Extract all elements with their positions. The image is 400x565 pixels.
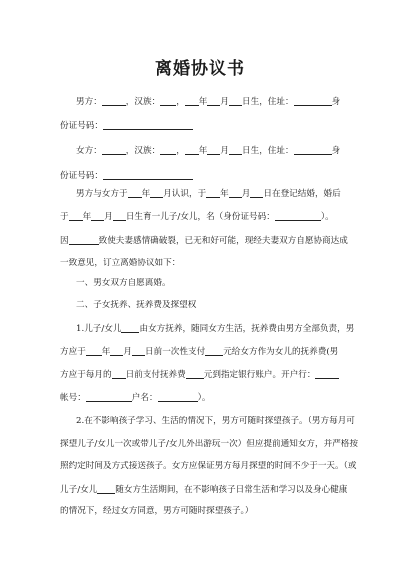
line-text: 月: [220, 146, 230, 156]
fill-in-blank: [294, 96, 332, 106]
fill-in-blank: [102, 96, 126, 106]
visitation-line-2: [60, 439, 360, 450]
line-text: 元给女方作为女儿的抚养费(男: [223, 347, 339, 357]
fill-in-blank: [103, 120, 193, 130]
fill-in-blank: [86, 346, 102, 356]
line-text: 男方：: [76, 97, 102, 107]
line-text: 年: [101, 347, 111, 357]
line-text: ）。: [197, 393, 211, 403]
visitation-line-5: [60, 506, 360, 517]
line-text: 身: [331, 97, 341, 107]
fill-in-blank: [103, 170, 193, 180]
line-text: ，: [176, 146, 185, 156]
account-line: [60, 392, 360, 404]
line-text: 日生，住址：: [242, 146, 294, 156]
fill-in-blank: [102, 145, 126, 155]
fill-in-blank: [110, 346, 123, 356]
visitation-line-3: [60, 461, 360, 472]
line-text: 的情况下，经过女方同意，男方可随时探望孩子。）: [60, 506, 254, 516]
line-text: 二、子女抚养、抚养费及探望权: [76, 300, 197, 310]
fill-in-blank: [275, 211, 321, 221]
line-text: 女方：: [76, 146, 102, 156]
fill-in-blank: [185, 145, 199, 155]
fill-in-blank: [158, 392, 198, 402]
fill-in-blank: [91, 211, 104, 221]
line-text: 1.儿子/女儿: [76, 324, 122, 334]
line-text: 2.在不影响孩子学习、生活的情况下，男方可随时探望孩子。（男方每月可: [76, 416, 355, 426]
marriage-paragraph-line-1: [76, 188, 360, 200]
fill-in-blank: [186, 369, 204, 379]
fill-in-blank: [128, 188, 142, 198]
fill-in-blank: [69, 211, 83, 221]
custody-line-2: [60, 346, 360, 358]
line-text: ）。: [320, 212, 334, 222]
female-party-line: [76, 145, 360, 157]
line-text: 日生，住址：: [242, 97, 294, 107]
document-title: 离婚协议书: [155, 59, 245, 79]
line-text: 方应于每月的: [60, 370, 112, 380]
line-text: 年: [198, 146, 208, 156]
fill-in-blank: [294, 145, 332, 155]
female-id-line: [60, 170, 360, 182]
line-text: 致使夫妻感情确破裂，已无和好可能，现经夫妻双方自愿协商达成: [98, 236, 348, 246]
fill-in-blank: [160, 96, 176, 106]
line-text: 日前支付抚养费: [125, 370, 186, 380]
fill-in-blank: [121, 323, 139, 333]
line-text: 日前一次性支付: [145, 347, 206, 357]
clause-one: [76, 278, 360, 289]
line-text: 份证号码：: [60, 171, 103, 181]
line-text: ，汉族：: [125, 97, 161, 107]
fill-in-blank: [205, 346, 223, 356]
line-text: 日在登记结婚，婚后: [263, 189, 341, 199]
line-text: 份证号码：: [60, 121, 103, 131]
line-text: 月: [104, 212, 113, 222]
fill-in-blank: [185, 96, 199, 106]
visitation-line-4: [60, 484, 360, 496]
line-text: 月认识，于: [163, 189, 207, 199]
fill-in-blank: [132, 346, 145, 356]
line-text: 照约定时间及方式接送孩子。女方应保证男方每月探望的时间不少于一天。（或: [60, 461, 357, 471]
marriage-paragraph-line-3: [60, 235, 360, 247]
custody-line-1: [76, 323, 360, 335]
line-text: ，: [176, 97, 185, 107]
fill-in-blank: [250, 188, 263, 198]
line-text: 年: [141, 189, 151, 199]
line-text: 由女方抚养，随同女方生活，抚养费由男方全部负责，男: [139, 324, 355, 334]
visitation-line-1: [76, 416, 360, 427]
line-text: 随女方生活期间，在不影响孩子日常生活和学习以及身心健康: [115, 485, 348, 495]
line-text: 探望儿子/女儿一次或带儿子/女儿外出游玩一次）但应提前通知女方，并严格按: [60, 439, 358, 449]
custody-line-3: [60, 369, 360, 381]
fill-in-blank: [160, 145, 176, 155]
line-text: 于: [60, 212, 69, 222]
line-text: 年: [198, 97, 208, 107]
line-text: 身: [331, 146, 341, 156]
line-text: ，汉族：: [125, 146, 161, 156]
line-text: 帐号：: [60, 393, 86, 403]
line-text: 月: [220, 97, 230, 107]
fill-in-blank: [207, 96, 220, 106]
fill-in-blank: [113, 211, 126, 221]
line-text: 方应于: [60, 347, 86, 357]
male-id-line: [60, 120, 360, 132]
fill-in-blank: [112, 369, 126, 379]
marriage-paragraph-line-2: [60, 211, 360, 223]
fill-in-blank: [69, 235, 99, 245]
fill-in-blank: [97, 484, 115, 494]
line-text: 因: [60, 236, 69, 246]
line-text: 男方与女方于: [76, 189, 128, 199]
male-party-line: [76, 96, 360, 108]
marriage-paragraph-line-4: [60, 258, 360, 269]
line-text: 一、男女双方自愿离婚。: [76, 278, 171, 288]
line-text: 月: [123, 347, 133, 357]
fill-in-blank: [229, 96, 242, 106]
line-text: 儿子/女儿: [60, 485, 98, 495]
line-text: 元到指定银行账户。开户行：: [203, 370, 316, 380]
line-text: 日生育一儿子/女儿，名（身份证号码：: [125, 212, 275, 222]
fill-in-blank: [315, 369, 339, 379]
fill-in-blank: [86, 392, 132, 402]
fill-in-blank: [229, 145, 242, 155]
line-text: 一致意见，订立离婚协议如下：: [60, 258, 181, 268]
line-text: 月: [241, 189, 251, 199]
clause-two-heading: [76, 300, 360, 311]
fill-in-blank: [229, 188, 242, 198]
line-text: 年: [82, 212, 92, 222]
fill-in-blank: [207, 145, 220, 155]
fill-in-blank: [206, 188, 220, 198]
line-text: 年: [220, 189, 229, 199]
line-text: 户名：: [131, 393, 158, 403]
fill-in-blank: [150, 188, 163, 198]
